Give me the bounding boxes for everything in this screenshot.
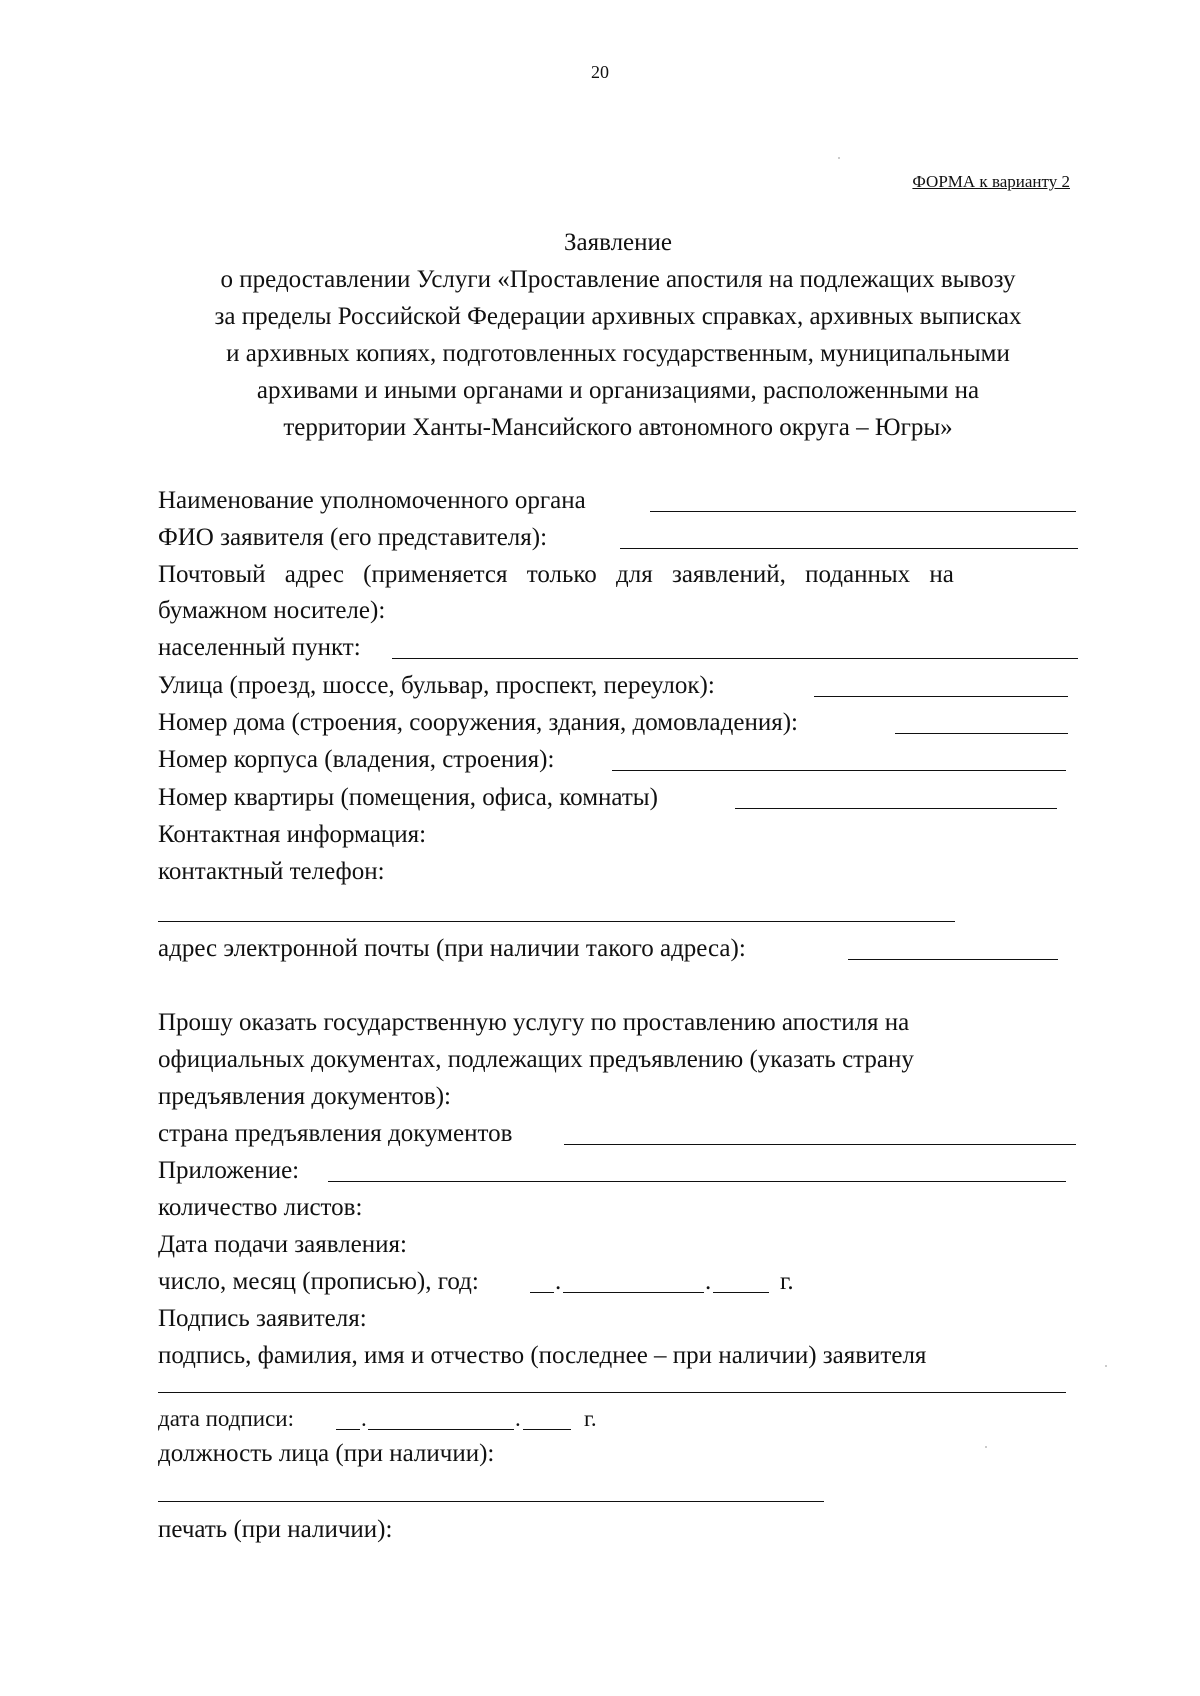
email-field[interactable] (848, 959, 1058, 960)
scan-speck (985, 1446, 987, 1448)
title-line: и архивных копиях, подготовленных государственным, муниципальными (226, 340, 1010, 367)
building-label: Номер корпуса (владения, строения): (158, 746, 555, 773)
country-label: страна предъявления документов (158, 1120, 513, 1147)
scan-speck (1105, 1365, 1107, 1367)
scan-speck (838, 157, 840, 159)
authority-label: Наименование уполномоченного органа (158, 487, 586, 514)
settlement-label: населенный пункт: (158, 634, 361, 661)
date-separator: . (705, 1268, 712, 1295)
email-label: адрес электронной почты (при наличии такого адреса): (158, 935, 746, 962)
applicant-name-label: ФИО заявителя (его представителя): (158, 524, 548, 551)
seal-label: печать (при наличии): (158, 1516, 393, 1543)
request-text-line: официальных документах, подлежащих предъявлению (указать страну (158, 1046, 914, 1073)
request-text-line: Прошу оказать государственную услугу по проставлению апостиля на (158, 1009, 910, 1036)
submission-date-label: Дата подачи заявления: (158, 1231, 407, 1258)
street-field[interactable] (814, 696, 1068, 697)
month-field[interactable] (563, 1292, 704, 1293)
position-field[interactable] (158, 1501, 824, 1502)
signature-note: подпись, фамилия, имя и отчество (последнее – при наличии) заявителя (158, 1342, 927, 1369)
year-field[interactable] (713, 1292, 769, 1293)
phone-field[interactable] (158, 921, 955, 922)
signature-month-field[interactable] (368, 1429, 514, 1430)
signature-field[interactable] (158, 1392, 1066, 1393)
document-title: Заявление (563, 229, 673, 256)
street-label: Улица (проезд, шоссе, бульвар, проспект, переулок): (158, 672, 715, 699)
signature-date-label: дата подписи: (158, 1406, 294, 1431)
title-line: архивами и иными органами и организациями, расположенными на (256, 377, 980, 404)
position-label: должность лица (при наличии): (158, 1440, 495, 1467)
title-line: территории Ханты-Мансийского автономного округа – Югры» (283, 414, 953, 441)
sheet-count-label: количество листов: (158, 1194, 363, 1221)
phone-label: контактный телефон: (158, 858, 385, 885)
postal-address-note: бумажном носителе): (158, 597, 386, 624)
apartment-label: Номер квартиры (помещения, офиса, комнаты) (158, 784, 658, 811)
attachment-label: Приложение: (158, 1157, 300, 1184)
date-separator: . (555, 1268, 562, 1295)
day-field[interactable] (530, 1292, 554, 1293)
request-text-line: предъявления документов): (158, 1083, 451, 1110)
apartment-field[interactable] (735, 808, 1057, 809)
date-format-label: число, месяц (прописью), год: (158, 1268, 479, 1295)
page-number: 20 (591, 62, 609, 82)
country-field[interactable] (564, 1144, 1076, 1145)
title-line: о предоставлении Услуги «Проставление апостиля на подлежащих вывозу (220, 266, 1016, 293)
house-field[interactable] (895, 733, 1068, 734)
house-label: Номер дома (строения, сооружения, здания, домовладения): (158, 709, 798, 736)
year-suffix: г. (780, 1268, 794, 1295)
date-separator: . (361, 1406, 367, 1431)
contact-info-label: Контактная информация: (158, 821, 427, 848)
signature-year-field[interactable] (523, 1429, 571, 1430)
signature-title: Подпись заявителя: (158, 1305, 367, 1332)
applicant-name-field[interactable] (620, 548, 1078, 549)
form-tag: ФОРМА к варианту 2 (912, 172, 1070, 191)
signature-day-field[interactable] (336, 1429, 360, 1430)
authority-field[interactable] (650, 511, 1076, 512)
postal-address-label: Почтовый адрес (применяется только для заявлений, поданных на (158, 561, 954, 588)
attachment-field[interactable] (328, 1181, 1066, 1182)
settlement-field[interactable] (392, 658, 1078, 659)
date-separator: . (515, 1406, 521, 1431)
building-field[interactable] (612, 770, 1066, 771)
year-suffix: г. (584, 1406, 597, 1431)
title-line: за пределы Российской Федерации архивных справках, архивных выписках (214, 303, 1022, 330)
